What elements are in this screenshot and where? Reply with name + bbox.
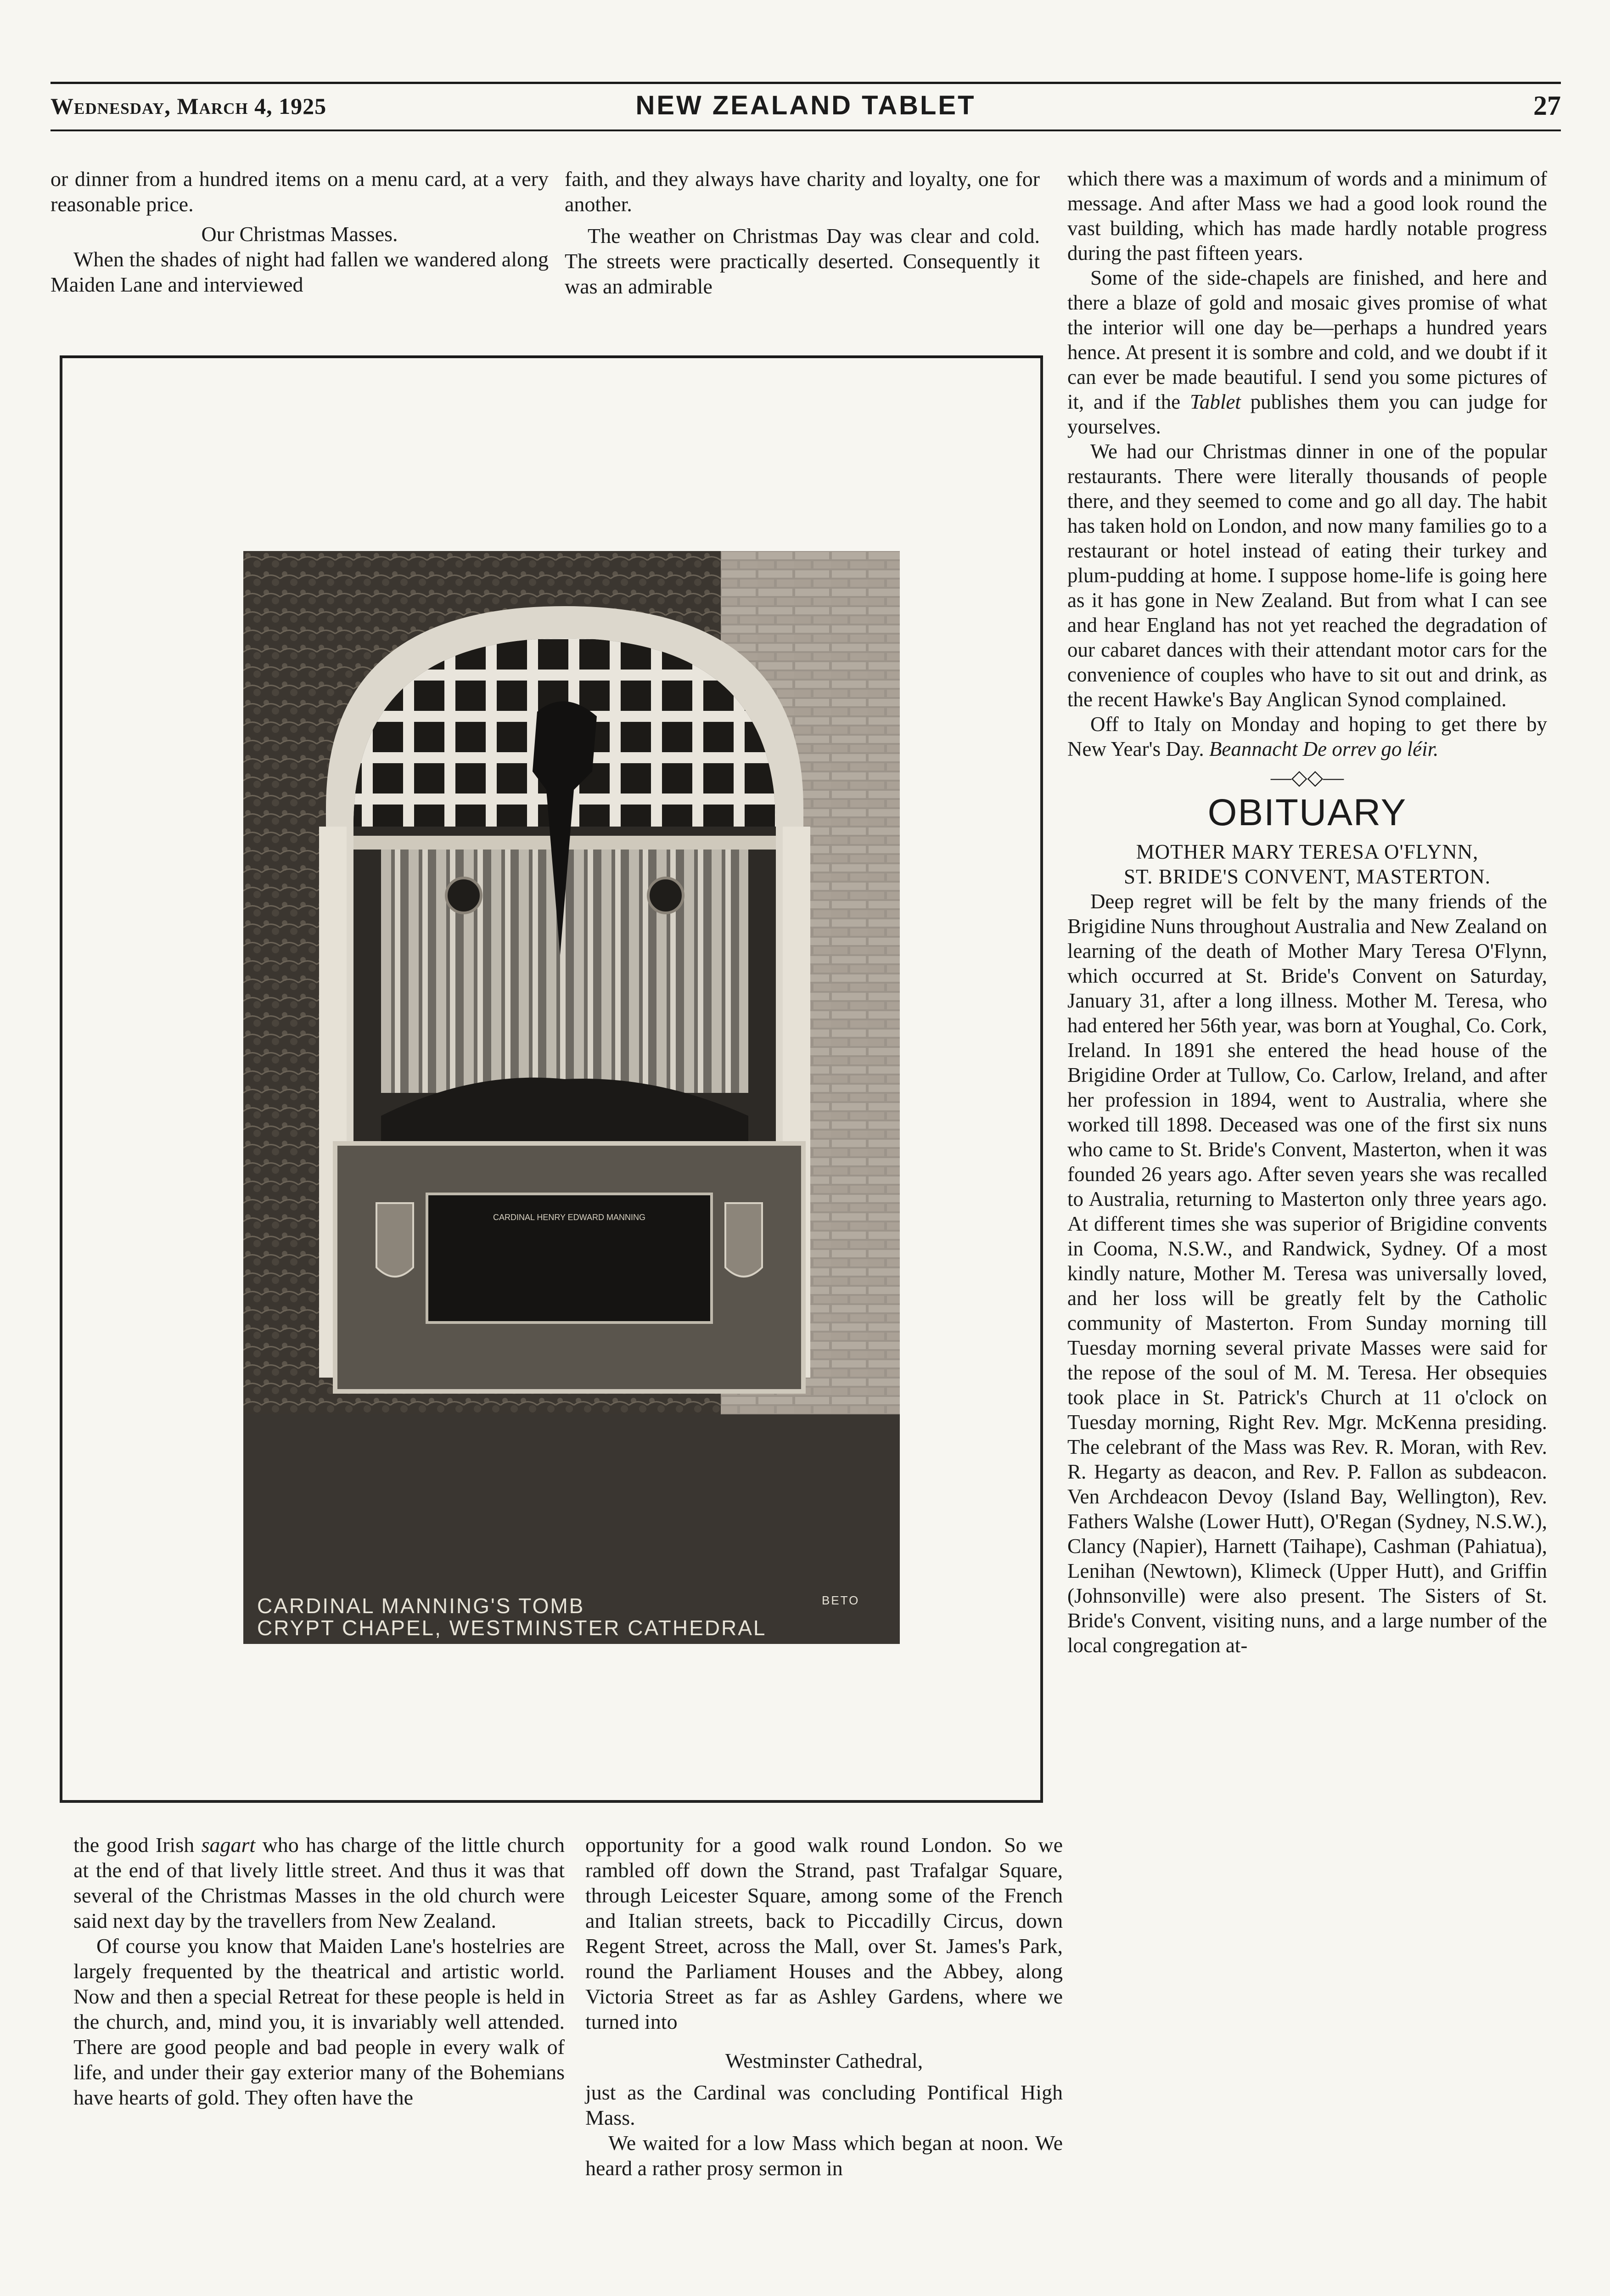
cardinal-manning-tomb-photo [243, 551, 900, 1644]
obituary-place: ST. BRIDE'S CONVENT, MASTERTON. [1124, 865, 1491, 888]
article-paragraph: or dinner from a hundred items on a menu card, at a very reasonable price. [50, 167, 549, 216]
article-paragraph: just as the Cardinal was concluding Pontifical High Mass. [585, 2081, 1063, 2129]
article-paragraph: opportunity for a good walk round London. So we rambled off down the Strand, past Trafalgar Square, through Leicester Square, among some of the French and Italian streets, back to Piccadilly Circus, down Regent Street, across the Mall, over St. James's Park, round the Parliament Houses and the Abbey, along Victoria Street as far as Ashley Gardens, where we turned into [585, 1833, 1063, 2033]
column-1-bottom [73, 1832, 565, 2110]
text-run: who has charge of the little church at the end of that lively little street. And thus it was that several of the Christmas Masses in the old church were said next day by the travellers from New Zealand. [73, 1833, 565, 1932]
article-paragraph: faith, and they always have charity and loyalty, one for another. [565, 167, 1040, 216]
text-run: publishes them you can judge for yourselves. [1067, 390, 1547, 438]
photographer-mark: BETO [822, 1593, 860, 1607]
column-2-top [565, 166, 1040, 299]
photo-caption-line-1: CARDINAL MANNING'S TOMB [257, 1594, 585, 1618]
article-paragraph: When the shades of night had fallen we wandered along Maiden Lane and interviewed [50, 248, 549, 296]
article-paragraph: Of course you know that Maiden Lane's hostelries are largely frequented by the theatrical and artistic world. Now and then a special Retreat for these people is held in the church, and, mind you, it is invariably well attended. There are good people and bad people in every walk of life, and under their gay exterior many of the Bohemians have hearts of gold. They often have the [73, 1934, 565, 2109]
header-rule [50, 129, 1561, 131]
left-shield-icon [376, 1203, 413, 1277]
text-run: Some of the side-chapels are finished, and here and there a blaze of gold and mosaic gives promise of what the interior will one day be—perhaps a hundred years hence. At present it is sombre and cold, and we doubt if it can ever be made beautiful. I send you some pictures of it, and if the [1067, 266, 1547, 413]
page-number: 27 [1533, 90, 1561, 121]
tomb-illustration [243, 551, 900, 1644]
emphasis: Tablet [1189, 390, 1241, 413]
plaque-inscription: CARDINAL HENRY EDWARD MANNING [493, 1213, 646, 1222]
top-rule [50, 82, 1561, 84]
article-paragraph [1067, 712, 1547, 761]
text-run: the good Irish [73, 1833, 202, 1857]
article-paragraph [73, 1832, 565, 1933]
obituary-heading: OBITUARY [1207, 792, 1407, 833]
right-shield-icon [725, 1203, 762, 1277]
obituary-text: Deep regret will be felt by the many friends of the Brigidine Nuns throughout Australia and New Zealand on learning of the death of Mother Mary Teresa O'Flynn, which occurred at St. Bride's Convent on Saturday, January 31, after a long illness. Mother M. Teresa, who had entered her 56th year, was born at Youghal, Co. Cork, Ireland. In 1891 she entered the head house of the Brigidine Order at Tullow, Co. Carlow, Ireland, and after her profession in 1894, went to Australia, where she worked till 1898. Deceased was one of the first six nuns who came to St. Bride's Convent, Masterton, when it was founded 26 years ago. After seven years she was recalled to Australia, returning to Masterton only three years ago. At different times she was superior of Brigidine convents in Cooma, N.S.W., and Randwick, Sydney. Of a most kindly nature, Mother M. Teresa was universally loved, and her loss will be greatly felt by the Catholic community of Masterton. From Sunday morning till Tuesday morning several private Masses were said for the repose of the soul of M. M. Teresa. Her obsequies took place in St. Patrick's Church at 11 o'clock on Tuesday morning, Right Rev. Mgr. McKenna presiding. The celebrant of the Mass was Rev. R. Moran, with Rev. R. Hegarty as deacon, and Rev. P. Fallon as subdeacon. Ven Archdeacon Devoy (Island Bay, Wellington), Rev. Fathers Walshe (Lower Hutt), O'Regan (Sydney, N.S.W.), Clancy (Napier), Harnett (Taihape), Cashman (Pahiatua), Lenihan (Newtown), Klimeck (Upper Hutt), and Griffin (Johnsonville) were also present. The Sisters of St. Bride's Convent, visiting nuns, and a large number of the local congregation at- [1067, 890, 1547, 1657]
column-2-bottom [585, 1832, 1063, 2181]
column-3 [1067, 166, 1547, 1658]
emphasis: sagart [201, 1833, 256, 1857]
section-divider: —◇◇— [1270, 766, 1344, 789]
article-paragraph: which there was a maximum of words and a minimum of message. And after Mass we had a good look round the vast building, which has made hardly notable progress during the past fifteen years. [1067, 167, 1547, 264]
photo-caption-line-2: CRYPT CHAPEL, WESTMINSTER CATHEDRAL [257, 1616, 767, 1640]
text-run: Off to Italy on Monday and hoping to get there by New Year's Day. [1067, 713, 1547, 760]
right-roundel [648, 878, 683, 913]
article-paragraph [1067, 265, 1547, 439]
left-roundel [446, 878, 481, 913]
header-date: Wednesday, March 4, 1925 [50, 93, 327, 119]
obituary-name: MOTHER MARY TERESA O'FLYNN, [1136, 840, 1479, 863]
column-1-top [50, 166, 549, 297]
article-paragraph: We had our Christmas dinner in one of the popular restaurants. There were literally thousands of people there, and they seemed to come and go all day. The habit has taken hold on London, and now many families go to a restaurant or hotel instead of eating their turkey and plum-pudding at home. I suppose home-life is going here as it has gone in New Zealand. But from what I can see and hear England has not yet reached the degradation of our cabaret dances with their attendant motor cars for the convenience of couples who have to sit out and drink, as the recent Hawke's Bay Anglican Synod complained. [1067, 440, 1547, 711]
section-subheading: Westminster Cathedral, [725, 2049, 923, 2072]
emphasis: Beannacht De orrev go léir. [1209, 737, 1439, 760]
photo-frame-top-rule [60, 355, 1043, 358]
section-subheading: Our Christmas Masses. [201, 222, 398, 246]
page-header [50, 88, 1561, 126]
article-paragraph: The weather on Christmas Day was clear and cold. The streets were practically deserted. Consequently it was an admirable [565, 224, 1040, 298]
article-paragraph: We waited for a low Mass which began at noon. We heard a rather prosy sermon in [585, 2131, 1063, 2180]
masthead-title: NEW ZEALAND TABLET [635, 90, 976, 120]
